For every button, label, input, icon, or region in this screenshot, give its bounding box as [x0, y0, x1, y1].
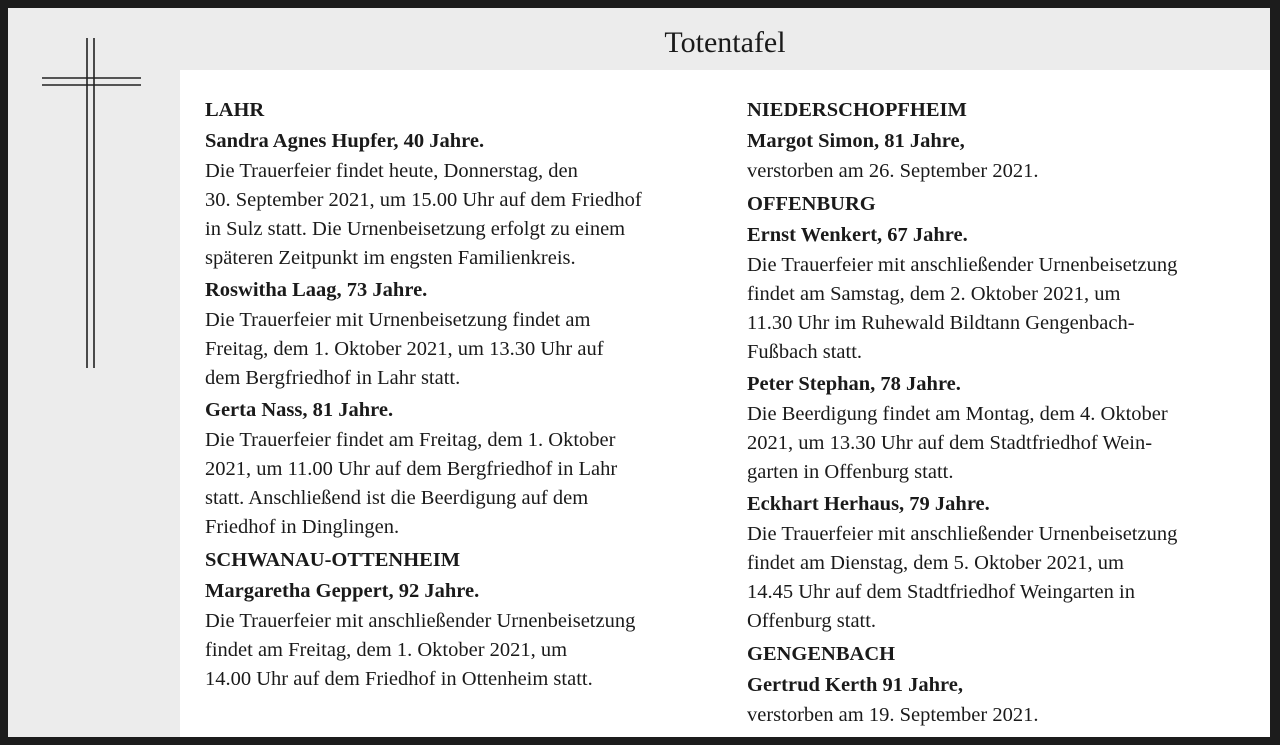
detail-line: in Sulz statt. Die Urnenbeisetzung erfolgt zu einem — [205, 218, 626, 240]
place-heading: GENGENBACH — [747, 643, 896, 665]
detail-line: Die Trauerfeier mit anschließender Urnenbeisetzung — [205, 610, 636, 632]
place-heading: NIEDERSCHOPFHEIM — [747, 99, 967, 121]
deceased-name: Eckhart Herhaus, 79 Jahre. — [747, 493, 990, 515]
place-heading: LAHR — [205, 99, 265, 121]
ceremony-details — [747, 520, 1267, 636]
detail-line: verstorben am 19. September 2021. — [747, 704, 1039, 726]
place-heading: OFFENBURG — [747, 193, 876, 215]
deceased-name: Gerta Nass, 81 Jahre. — [205, 399, 394, 421]
deceased-name: Ernst Wenkert, 67 Jahre. — [747, 224, 968, 246]
detail-line: 14.00 Uhr auf dem Friedhof in Ottenheim statt. — [205, 668, 593, 690]
detail-line: garten in Offenburg statt. — [747, 461, 954, 483]
deceased-name: Margot Simon, 81 Jahre, — [747, 130, 965, 152]
detail-line: Die Trauerfeier mit anschließender Urnenbeisetzung — [747, 254, 1178, 276]
deceased-name: Margaretha Geppert, 92 Jahre. — [205, 580, 480, 602]
ceremony-details — [747, 157, 1267, 186]
ceremony-details — [747, 701, 1267, 730]
page-title: Totentafel — [664, 26, 786, 59]
ceremony-details — [205, 306, 725, 393]
detail-line: Fußbach statt. — [747, 341, 863, 363]
deceased-name: Roswitha Laag, 73 Jahre. — [205, 279, 428, 301]
detail-line: 2021, um 13.30 Uhr auf dem Stadtfriedhof Wein- — [747, 432, 1153, 454]
detail-line: 30. September 2021, um 15.00 Uhr auf dem Friedhof — [205, 189, 642, 211]
content-area — [180, 70, 1270, 737]
detail-line: 11.30 Uhr im Ruhewald Bildtann Gengenbach- — [747, 312, 1135, 334]
ceremony-details — [747, 251, 1267, 367]
ceremony-details — [205, 157, 725, 273]
detail-line: Friedhof in Dinglingen. — [205, 516, 400, 538]
deceased-name: Sandra Agnes Hupfer, 40 Jahre. — [205, 130, 485, 152]
detail-line: Die Trauerfeier mit anschließender Urnenbeisetzung — [747, 523, 1178, 545]
detail-line: Die Trauerfeier findet heute, Donnerstag, den — [205, 160, 578, 182]
detail-line: Offenburg statt. — [747, 610, 877, 632]
ceremony-details — [747, 400, 1267, 487]
right-column — [747, 92, 1267, 730]
obituary-board — [8, 8, 1270, 737]
detail-line: Freitag, dem 1. Oktober 2021, um 13.30 Uhr auf — [205, 338, 604, 360]
detail-line: verstorben am 26. September 2021. — [747, 160, 1039, 182]
detail-line: findet am Freitag, dem 1. Oktober 2021, um — [205, 639, 568, 661]
detail-line: findet am Dienstag, dem 5. Oktober 2021, um — [747, 552, 1124, 574]
deceased-name: Peter Stephan, 78 Jahre. — [747, 373, 961, 395]
deceased-name: Gertrud Kerth 91 Jahre, — [747, 674, 963, 696]
detail-line: statt. Anschließend ist die Beerdigung auf dem — [205, 487, 589, 509]
place-heading: SCHWANAU-OTTENHEIM — [205, 549, 461, 571]
detail-line: findet am Samstag, dem 2. Oktober 2021, um — [747, 283, 1121, 305]
detail-line: Die Trauerfeier findet am Freitag, dem 1. Oktober — [205, 429, 616, 451]
detail-line: Die Beerdigung findet am Montag, dem 4. Oktober — [747, 403, 1168, 425]
detail-line: dem Bergfriedhof in Lahr statt. — [205, 367, 461, 389]
ceremony-details — [205, 607, 725, 694]
detail-line: 2021, um 11.00 Uhr auf dem Bergfriedhof in Lahr — [205, 458, 618, 480]
detail-line: 14.45 Uhr auf dem Stadtfriedhof Weingarten in — [747, 581, 1135, 603]
detail-line: späteren Zeitpunkt im engsten Familienkreis. — [205, 247, 576, 269]
left-column — [205, 92, 725, 694]
detail-line: Die Trauerfeier mit Urnenbeisetzung findet am — [205, 309, 591, 331]
ceremony-details — [205, 426, 725, 542]
cross-icon — [42, 38, 142, 374]
